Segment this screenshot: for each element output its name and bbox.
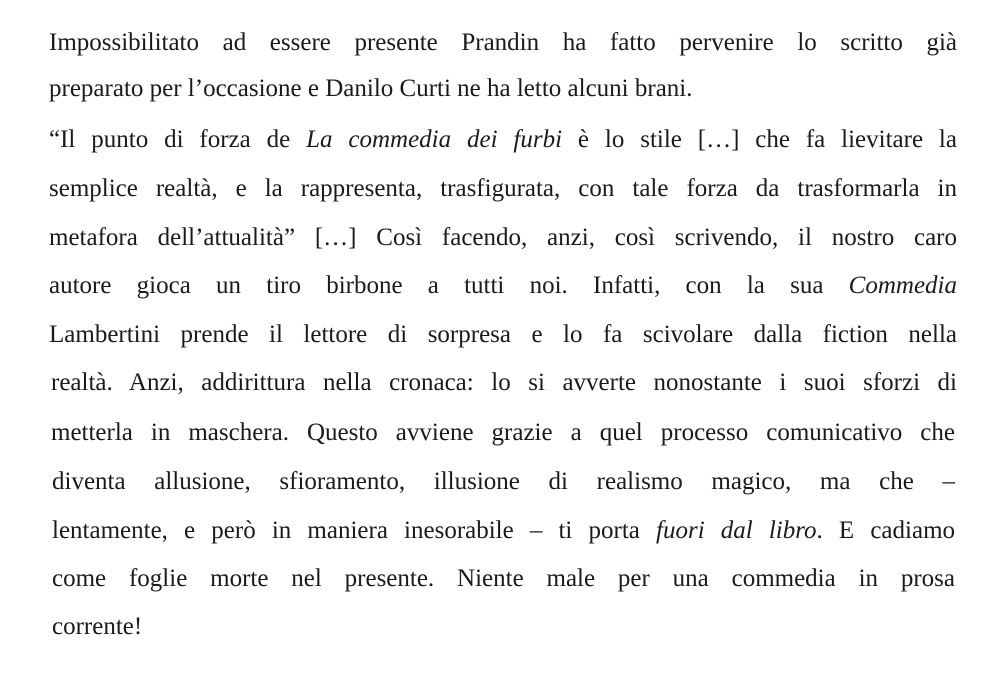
text-line-9 (51, 410, 955, 456)
text-line-12-content: come foglie morte nel presente. Niente male per una commedia in prosa (52, 565, 955, 592)
text-line-4-content: semplice realtà, e la rappresenta, trasfigurata, con tale forza da trasformarla in (49, 175, 957, 202)
text-line-8-content: realtà. Anzi, addirittura nella cronaca: lo si avverte nonostante i suoi sforzi di (51, 369, 957, 396)
text-line-5 (49, 215, 957, 261)
text-line-1 (49, 20, 957, 66)
text-line-6-part-a: autore gioca un tiro birbone a tutti noi. Infatti, con la sua (49, 272, 849, 299)
text-line-8 (51, 360, 957, 406)
text-line-4 (49, 166, 957, 212)
text-line-2-content: preparato per l’occasione e Danilo Curti ne ha letto alcuni brani. (49, 75, 693, 102)
text-line-10 (52, 459, 955, 505)
text-line-7 (49, 312, 957, 358)
text-line-12 (52, 556, 955, 602)
text-line-6 (49, 263, 957, 309)
text-line-11-part-a: lentamente, e però in maniera inesorabile – ti porta (52, 517, 657, 544)
text-line-10-content: diventa allusione, sfioramento, illusione di realismo magico, ma che – (52, 468, 955, 495)
text-line-3 (49, 117, 957, 163)
text-line-5-content: metafora dell’attualità” […] Così facendo, anzi, così scrivendo, il nostro caro (49, 224, 957, 251)
text-line-11 (52, 508, 955, 554)
text-line-7-content: Lambertini prende il lettore di sorpresa e lo fa scivolare dalla fiction nella (49, 321, 957, 348)
text-line-9-content: metterla in maschera. Questo avviene grazie a quel processo comunicativo che (51, 419, 955, 446)
italic-fuori-dal-libro: fuori dal libro (656, 517, 817, 544)
text-line-3-part-b: è lo stile […] che fa lievitare la (562, 126, 957, 153)
text-line-11-part-b: . E cadiamo (816, 517, 956, 544)
book-title-commedia-dei-furbi: La commedia dei furbi (306, 126, 563, 153)
text-line-3-part-a: “Il punto di forza de (49, 126, 307, 153)
text-line-2 (49, 66, 693, 112)
text-line-1-content: Impossibilitato ad essere presente Prandin ha fatto pervenire lo scritto già (49, 29, 957, 56)
text-line-13 (52, 604, 142, 650)
text-line-13-content: corrente! (52, 613, 143, 640)
italic-commedia: Commedia (848, 272, 957, 299)
